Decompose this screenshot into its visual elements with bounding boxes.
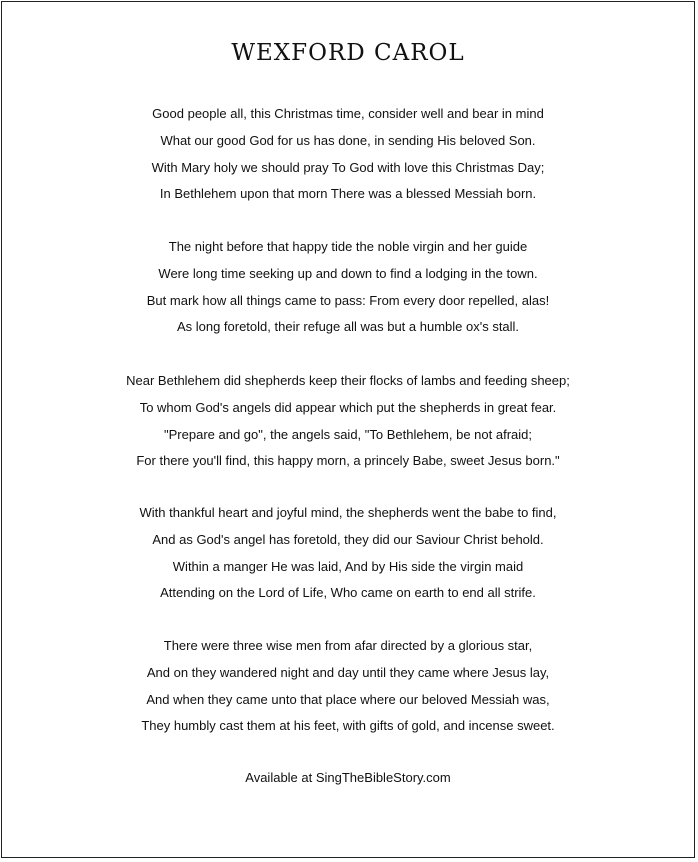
page-title: WEXFORD CAROL <box>231 40 465 66</box>
lyric-line: For there you'll find, this happy morn, a princely Babe, sweet Jesus born." <box>136 453 560 469</box>
footer-source: Available at SingTheBibleStory.com <box>245 770 451 785</box>
lyric-line: Near Bethlehem did shepherds keep their flocks of lambs and feeding sheep; <box>126 373 570 388</box>
lyric-line: Attending on the Lord of Life, Who came on earth to end all strife. <box>160 585 536 601</box>
lyric-line: With Mary holy we should pray To God with love this Christmas Day; <box>151 159 545 175</box>
document-page <box>1 1 695 858</box>
lyric-line: And when they came unto that place where our beloved Messiah was, <box>146 691 550 707</box>
lyric-line: They humbly cast them at his feet, with gifts of gold, and incense sweet. <box>141 718 555 734</box>
lyric-line: Were long time seeking up and down to find a lodging in the town. <box>158 265 538 281</box>
lyric-line: As long foretold, their refuge all was but a humble ox's stall. <box>176 319 520 335</box>
lyric-line: "Prepare and go", the angels said, "To Bethlehem, be not afraid; <box>164 426 532 442</box>
lyric-line: In Bethlehem upon that morn There was a blessed Messiah born. <box>159 186 537 202</box>
stanza-5 <box>2 633 694 740</box>
lyric-line: Within a manger He was laid, And by His side the virgin maid <box>172 558 524 574</box>
lyric-line: But mark how all things came to pass: From every door repelled, alas! <box>146 292 550 308</box>
lyric-line: To whom God's angels did appear which put the shepherds in great fear. <box>139 399 557 415</box>
stanza-1 <box>2 101 694 208</box>
lyric-line: And on they wandered night and day until they came where Jesus lay, <box>146 664 550 680</box>
lyric-line: And as God's angel has foretold, they did our Saviour Christ behold. <box>152 531 544 547</box>
stanza-4 <box>2 500 694 607</box>
lyric-line: With thankful heart and joyful mind, the shepherds went the babe to find, <box>139 505 557 520</box>
stanza-3 <box>2 368 694 475</box>
lyric-line: There were three wise men from afar directed by a glorious star, <box>163 638 533 653</box>
lyric-line: The night before that happy tide the noble virgin and her guide <box>168 239 528 254</box>
lyric-line: What our good God for us has done, in sending His beloved Son. <box>160 132 536 148</box>
stanza-2 <box>2 234 694 341</box>
lyric-line: Good people all, this Christmas time, consider well and bear in mind <box>152 106 544 121</box>
